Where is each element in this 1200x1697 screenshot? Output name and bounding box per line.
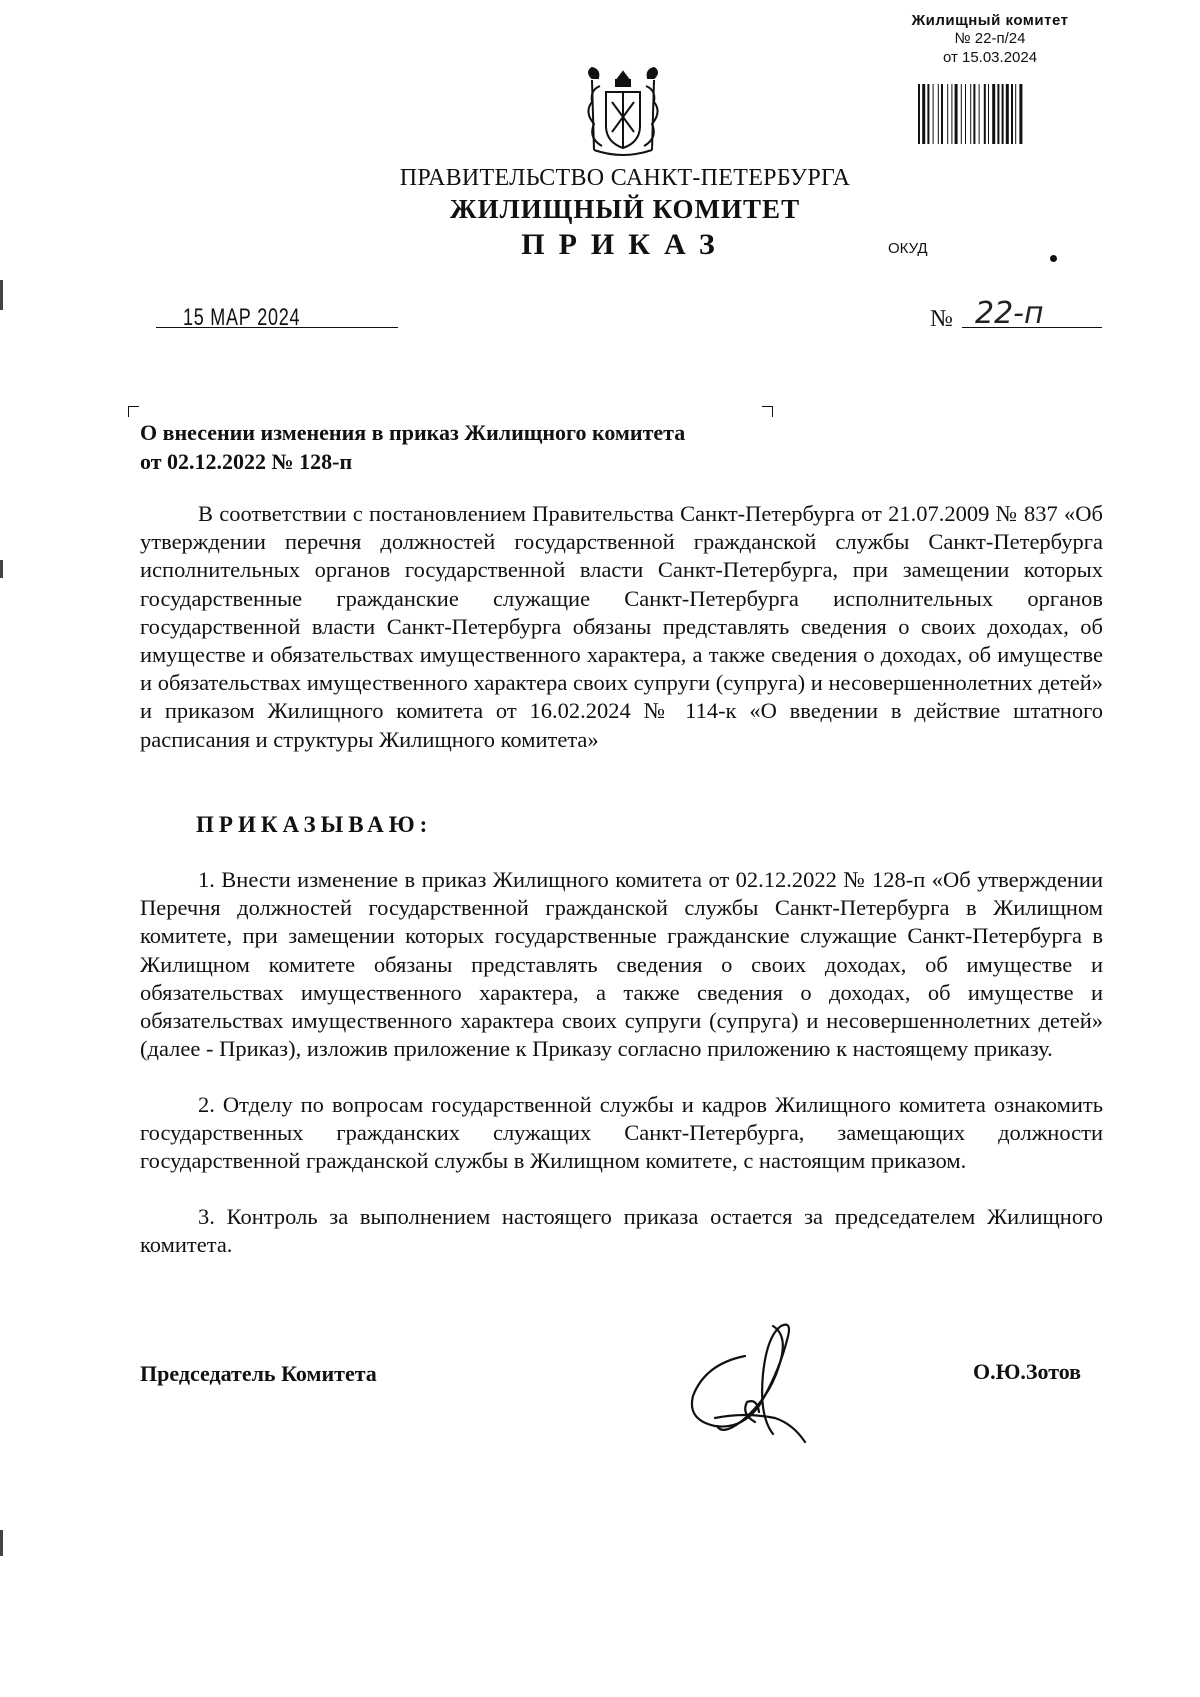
title-bracket-left: [128, 406, 139, 417]
order-item-1: 1. Внести изменение в приказ Жилищного комитета от 02.12.2022 № 128-п «Об утверждении Перечня должностей государственной гражданской службы Санкт-Петербурга в Жилищном комитете, при замещении которых государственные гражданские служащие Санкт-Петербурга в Жилищном комитете обязаны представлять сведения о своих доходах, об имуществе и обязательствах имущественного характера, а также сведения о доходах, об имуществе и обязательствах имущественного характера своих супруги (супруга) и несовершеннолетних детей» (далее - Приказ), изложив приложение к Приказу согласно приложению к настоящему приказу.: [140, 867, 1103, 1062]
stamp-date: от 15.03.2024: [942, 49, 1038, 66]
signatory-name: О.Ю.Зотов: [973, 1359, 1082, 1384]
title-bracket-right: [762, 406, 773, 417]
scan-dot: [1050, 255, 1057, 262]
scan-edge-mark: [0, 1530, 3, 1556]
barcode: [918, 84, 1056, 144]
preamble-paragraph: В соответствии с постановлением Правительства Санкт-Петербурга от 21.07.2009 № 837 «Об утверждении перечня должностей государственной гражданской службы Санкт-Петербурга исполнительных органов государственной власти Санкт-Петербурга, при замещении которых государственные гражданские служащие Санкт-Петербурга исполнительных органов государственной власти Санкт-Петербурга обязаны представлять сведения о своих доходах, об имуществе и обязательствах имущественного характера, а также сведения о доходах, об имуществе и обязательствах имущественного характера своих супруги (супруга) и несовершеннолетних детей» и приказом Жилищного комитета от 16.02.2024 № 114-к «О введении в действие штатного расписания и структуры Жилищного комитета»: [140, 501, 1103, 752]
title-line-2: от 02.12.2022 № 128-п: [140, 449, 353, 474]
number-underline: [962, 326, 1102, 328]
handwritten-signature: [685, 1322, 825, 1452]
registration-stamp: [880, 12, 1100, 67]
document-number: 22-п: [975, 296, 1044, 331]
order-item-2: 2. Отделу по вопросам государственной службы и кадров Жилищного комитета ознакомить государственных гражданских служащих Санкт-Петербурга, замещающих должности государственной гражданской службы в Жилищном комитете, с настоящим приказом.: [140, 1092, 1103, 1174]
stamp-number: № 22-п/24: [954, 30, 1026, 47]
stamp-organization: Жилищный комитет: [911, 12, 1069, 29]
okud-label: ОКУД: [888, 240, 928, 257]
committee-heading: ЖИЛИЩНЫЙ КОМИТЕТ: [449, 194, 801, 224]
number-label: №: [930, 306, 953, 332]
document-date: 15 МАР 2024: [183, 304, 301, 331]
order-heading: ПРИКАЗЫВАЮ:: [196, 812, 433, 837]
document-type-heading: ПРИКАЗ: [521, 228, 729, 261]
document-title: [140, 418, 780, 476]
coat-of-arms-emblem: [578, 66, 668, 158]
signatory-position: Председатель Комитета: [140, 1361, 377, 1386]
title-line-1: О внесении изменения в приказ Жилищного комитета: [140, 420, 686, 445]
order-item-3: 3. Контроль за выполнением настоящего приказа остается за председателем Жилищного комитета.: [140, 1204, 1103, 1258]
scan-edge-mark: [0, 560, 3, 578]
scan-edge-mark: [0, 280, 3, 310]
date-underline: [156, 326, 398, 328]
government-heading: ПРАВИТЕЛЬСТВО САНКТ-ПЕТЕРБУРГА: [399, 165, 851, 191]
